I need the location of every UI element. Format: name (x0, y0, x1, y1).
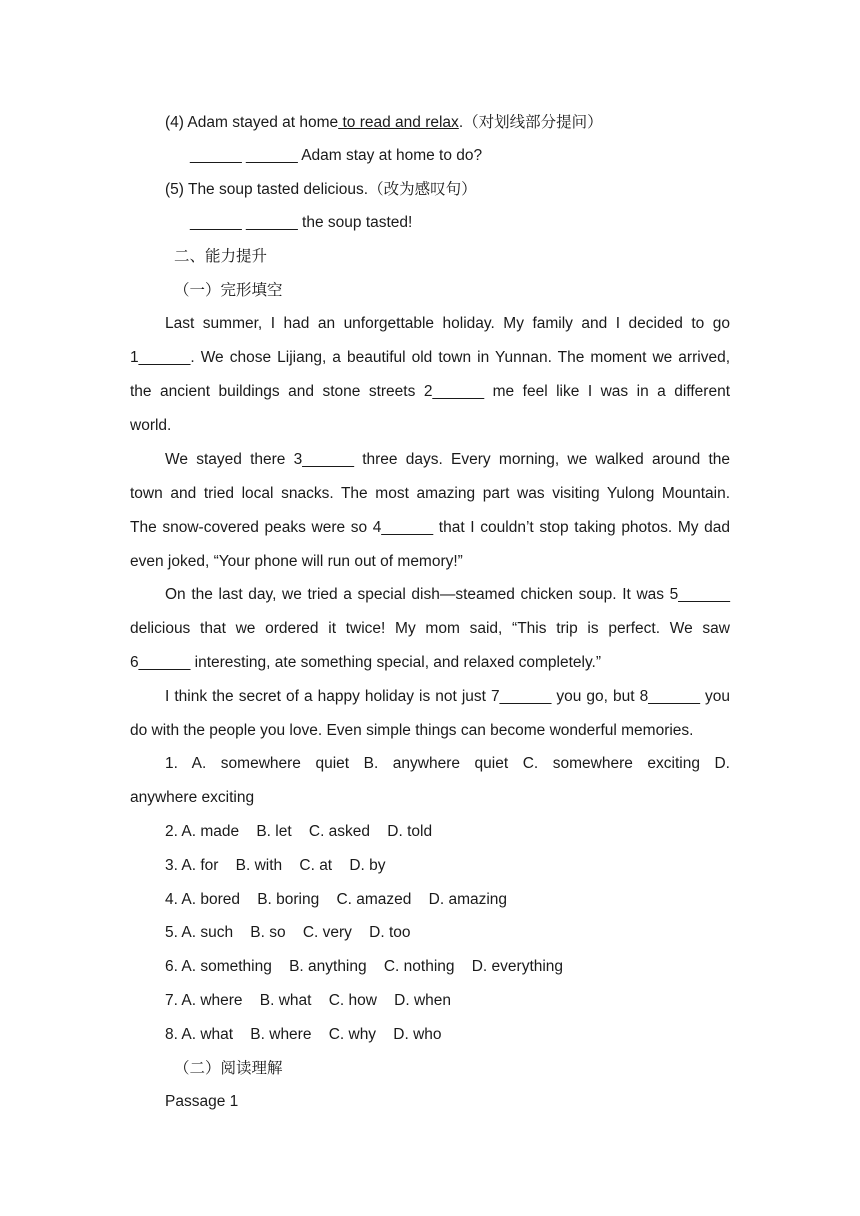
cloze-line: do with the people you love. Even simple things can become wonderful memories. (130, 722, 694, 739)
question-5-answer: ______ ______ the soup tasted! (190, 214, 413, 231)
cloze-line: 6______ interesting, ate something special, and relaxed completely.” (130, 654, 602, 671)
question-4-instruction: （对划线部分提问） (463, 113, 603, 131)
question-4 (165, 112, 603, 133)
section-heading: 二、能力提升 (174, 247, 268, 265)
question-4-prefix: (4) Adam stayed at home (165, 114, 339, 131)
option-line: 3. A. for B. with C. at D. by (165, 857, 386, 874)
option-line: 8. A. what B. where C. why D. who (165, 1026, 442, 1043)
passage-label: Passage 1 (165, 1093, 239, 1110)
question-4-underlined: to read and relax (338, 114, 459, 131)
option-line: 4. A. bored B. boring C. amazed D. amazing (165, 891, 508, 908)
question-4-suffix: . (458, 114, 464, 131)
question-5 (165, 179, 477, 200)
cloze-line: world. (130, 417, 172, 434)
cloze-heading: （一）完形填空 (174, 281, 283, 299)
cloze-line: I think the secret of a happy holiday is not just 7______ you go, but 8______ you (165, 688, 730, 705)
reading-heading: （二）阅读理解 (174, 1059, 283, 1077)
option-line: 5. A. such B. so C. very D. too (165, 924, 411, 941)
cloze-line: 1______. We chose Lijiang, a beautiful old town in Yunnan. The moment we arrived, (130, 349, 730, 366)
question-5-prefix: (5) The soup tasted delicious. (165, 181, 369, 198)
option-line: 2. A. made B. let C. asked D. told (165, 823, 433, 840)
question-5-instruction: （改为感叹句） (368, 180, 477, 198)
cloze-line: even joked, “Your phone will run out of memory!” (130, 553, 463, 570)
cloze-line: the ancient buildings and stone streets 2______ me feel like I was in a different (130, 383, 730, 400)
cloze-line: The snow-covered peaks were so 4______ that I couldn’t stop taking photos. My dad (130, 519, 730, 536)
question-4-answer: ______ ______ Adam stay at home to do? (190, 147, 483, 164)
cloze-line: On the last day, we tried a special dish—steamed chicken soup. It was 5______ (165, 586, 730, 603)
cloze-line: We stayed there 3______ three days. Every morning, we walked around the (165, 451, 730, 468)
option-line: 1. A. somewhere quiet B. anywhere quiet C. somewhere exciting D. (165, 755, 730, 772)
cloze-line: delicious that we ordered it twice! My mom said, “This trip is perfect. We saw (130, 620, 730, 637)
option-line: 6. A. something B. anything C. nothing D. everything (165, 958, 564, 975)
cloze-line: Last summer, I had an unforgettable holiday. My family and I decided to go (165, 315, 730, 332)
option-line: 7. A. where B. what C. how D. when (165, 992, 452, 1009)
option-line: anywhere exciting (130, 789, 255, 806)
cloze-line: town and tried local snacks. The most amazing part was visiting Yulong Mountain. (130, 485, 730, 502)
